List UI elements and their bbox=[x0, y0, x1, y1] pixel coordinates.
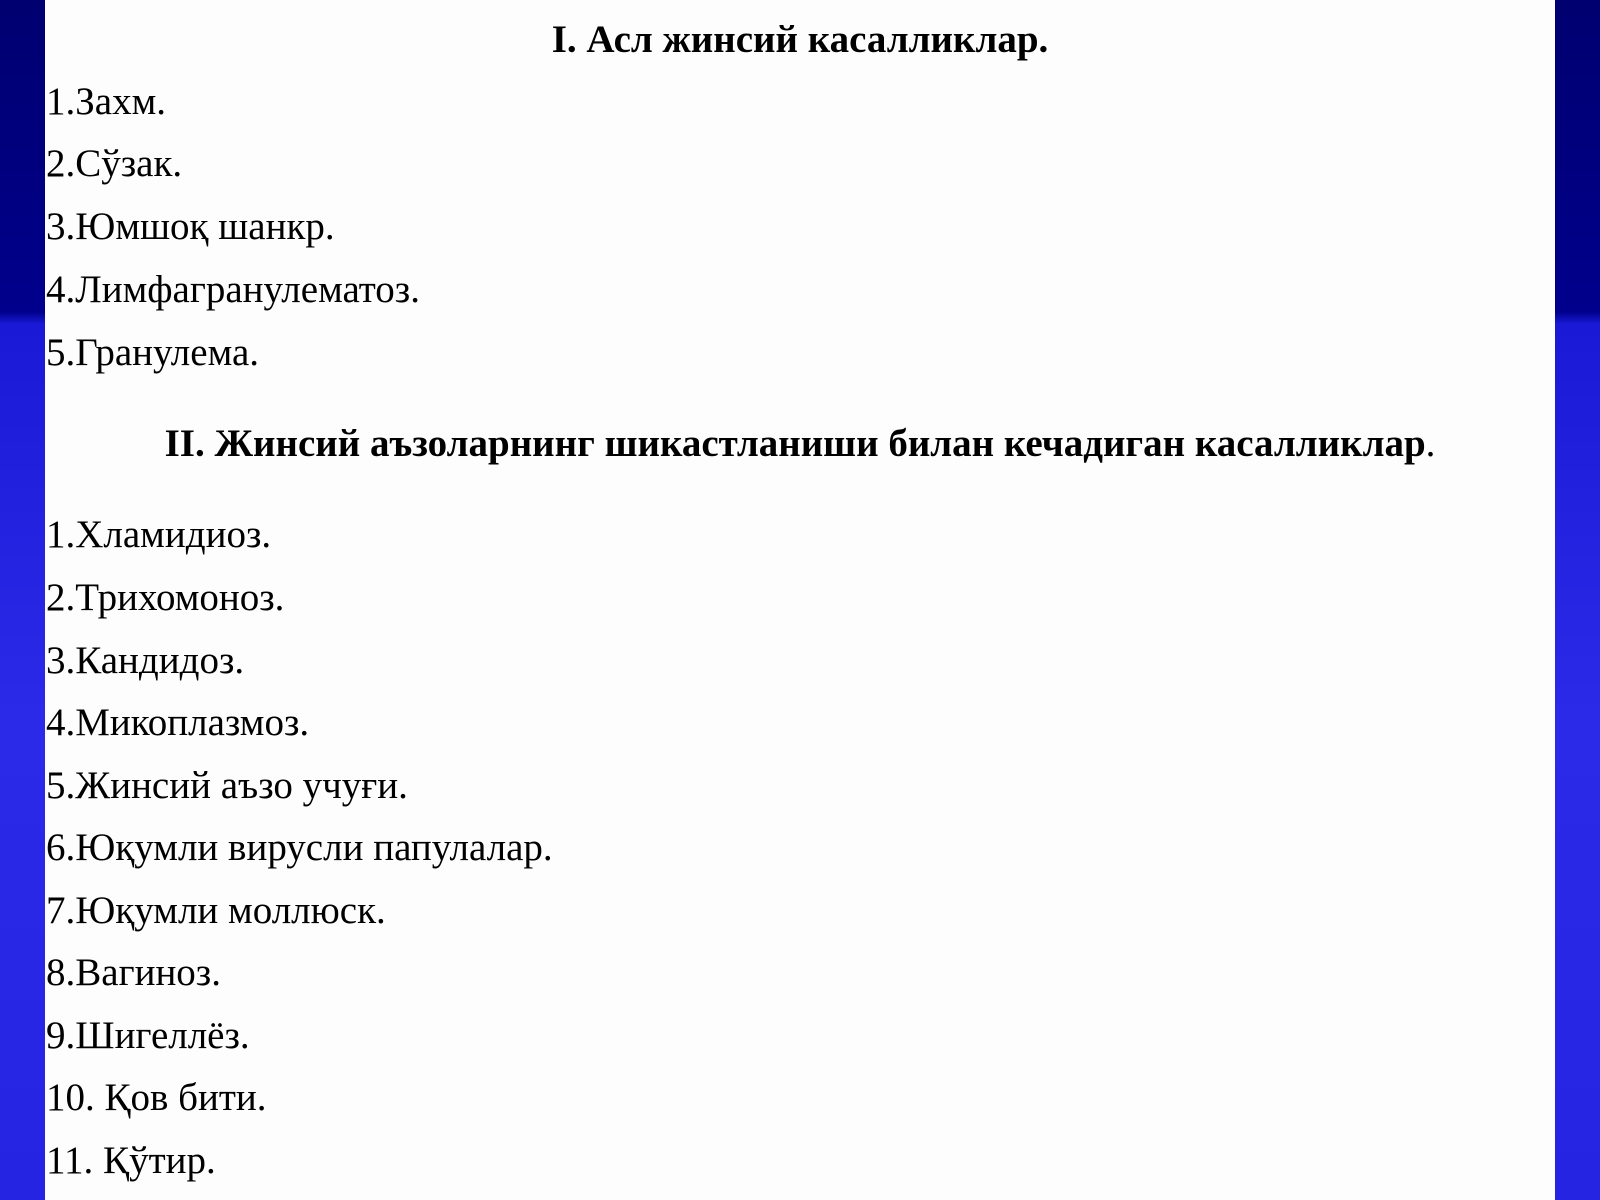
section-1-item-5: 5.Гранулема. bbox=[46, 331, 260, 374]
section-2-item-9: 9.Шигеллёз. bbox=[46, 1014, 250, 1057]
section-1-heading: I. Асл жинсий касалликлар. bbox=[551, 18, 1049, 61]
section-2-item-5: 5.Жинсий аъзо учуғи. bbox=[46, 764, 408, 807]
section-2-heading-text: II. Жинсий аъзоларнинг шикастланиши билан кечадиган касалликлар bbox=[164, 422, 1426, 465]
section-1-item-2: 2.Сўзак. bbox=[46, 142, 183, 185]
section-1-item-3: 3.Юмшоқ шанкр. bbox=[46, 205, 335, 248]
right-blue-border bbox=[1555, 0, 1600, 1200]
section-2-item-3: 3.Кандидоз. bbox=[46, 639, 245, 682]
section-2-item-1: 1.Хламидиоз. bbox=[46, 513, 272, 556]
section-2-item-2: 2.Трихомоноз. bbox=[46, 576, 285, 619]
section-1-item-4: 4.Лимфагранулематоз. bbox=[46, 268, 420, 311]
section-2-item-7: 7.Юқумли моллюск. bbox=[46, 889, 386, 932]
left-blue-border bbox=[0, 0, 45, 1200]
section-2-item-4: 4.Микоплазмоз. bbox=[46, 701, 310, 744]
section-2-item-11: 11. Қўтир. bbox=[46, 1139, 216, 1182]
section-2-heading bbox=[45, 422, 1555, 466]
section-1-item-1: 1.Захм. bbox=[46, 80, 167, 123]
section-2-heading-period: . bbox=[1425, 422, 1436, 465]
section-2-item-10: 10. Қов бити. bbox=[46, 1076, 267, 1119]
document-page bbox=[45, 0, 1555, 1200]
section-2-item-8: 8.Вагиноз. bbox=[46, 951, 221, 994]
section-2-item-6: 6.Юқумли вирусли папулалар. bbox=[46, 826, 553, 869]
